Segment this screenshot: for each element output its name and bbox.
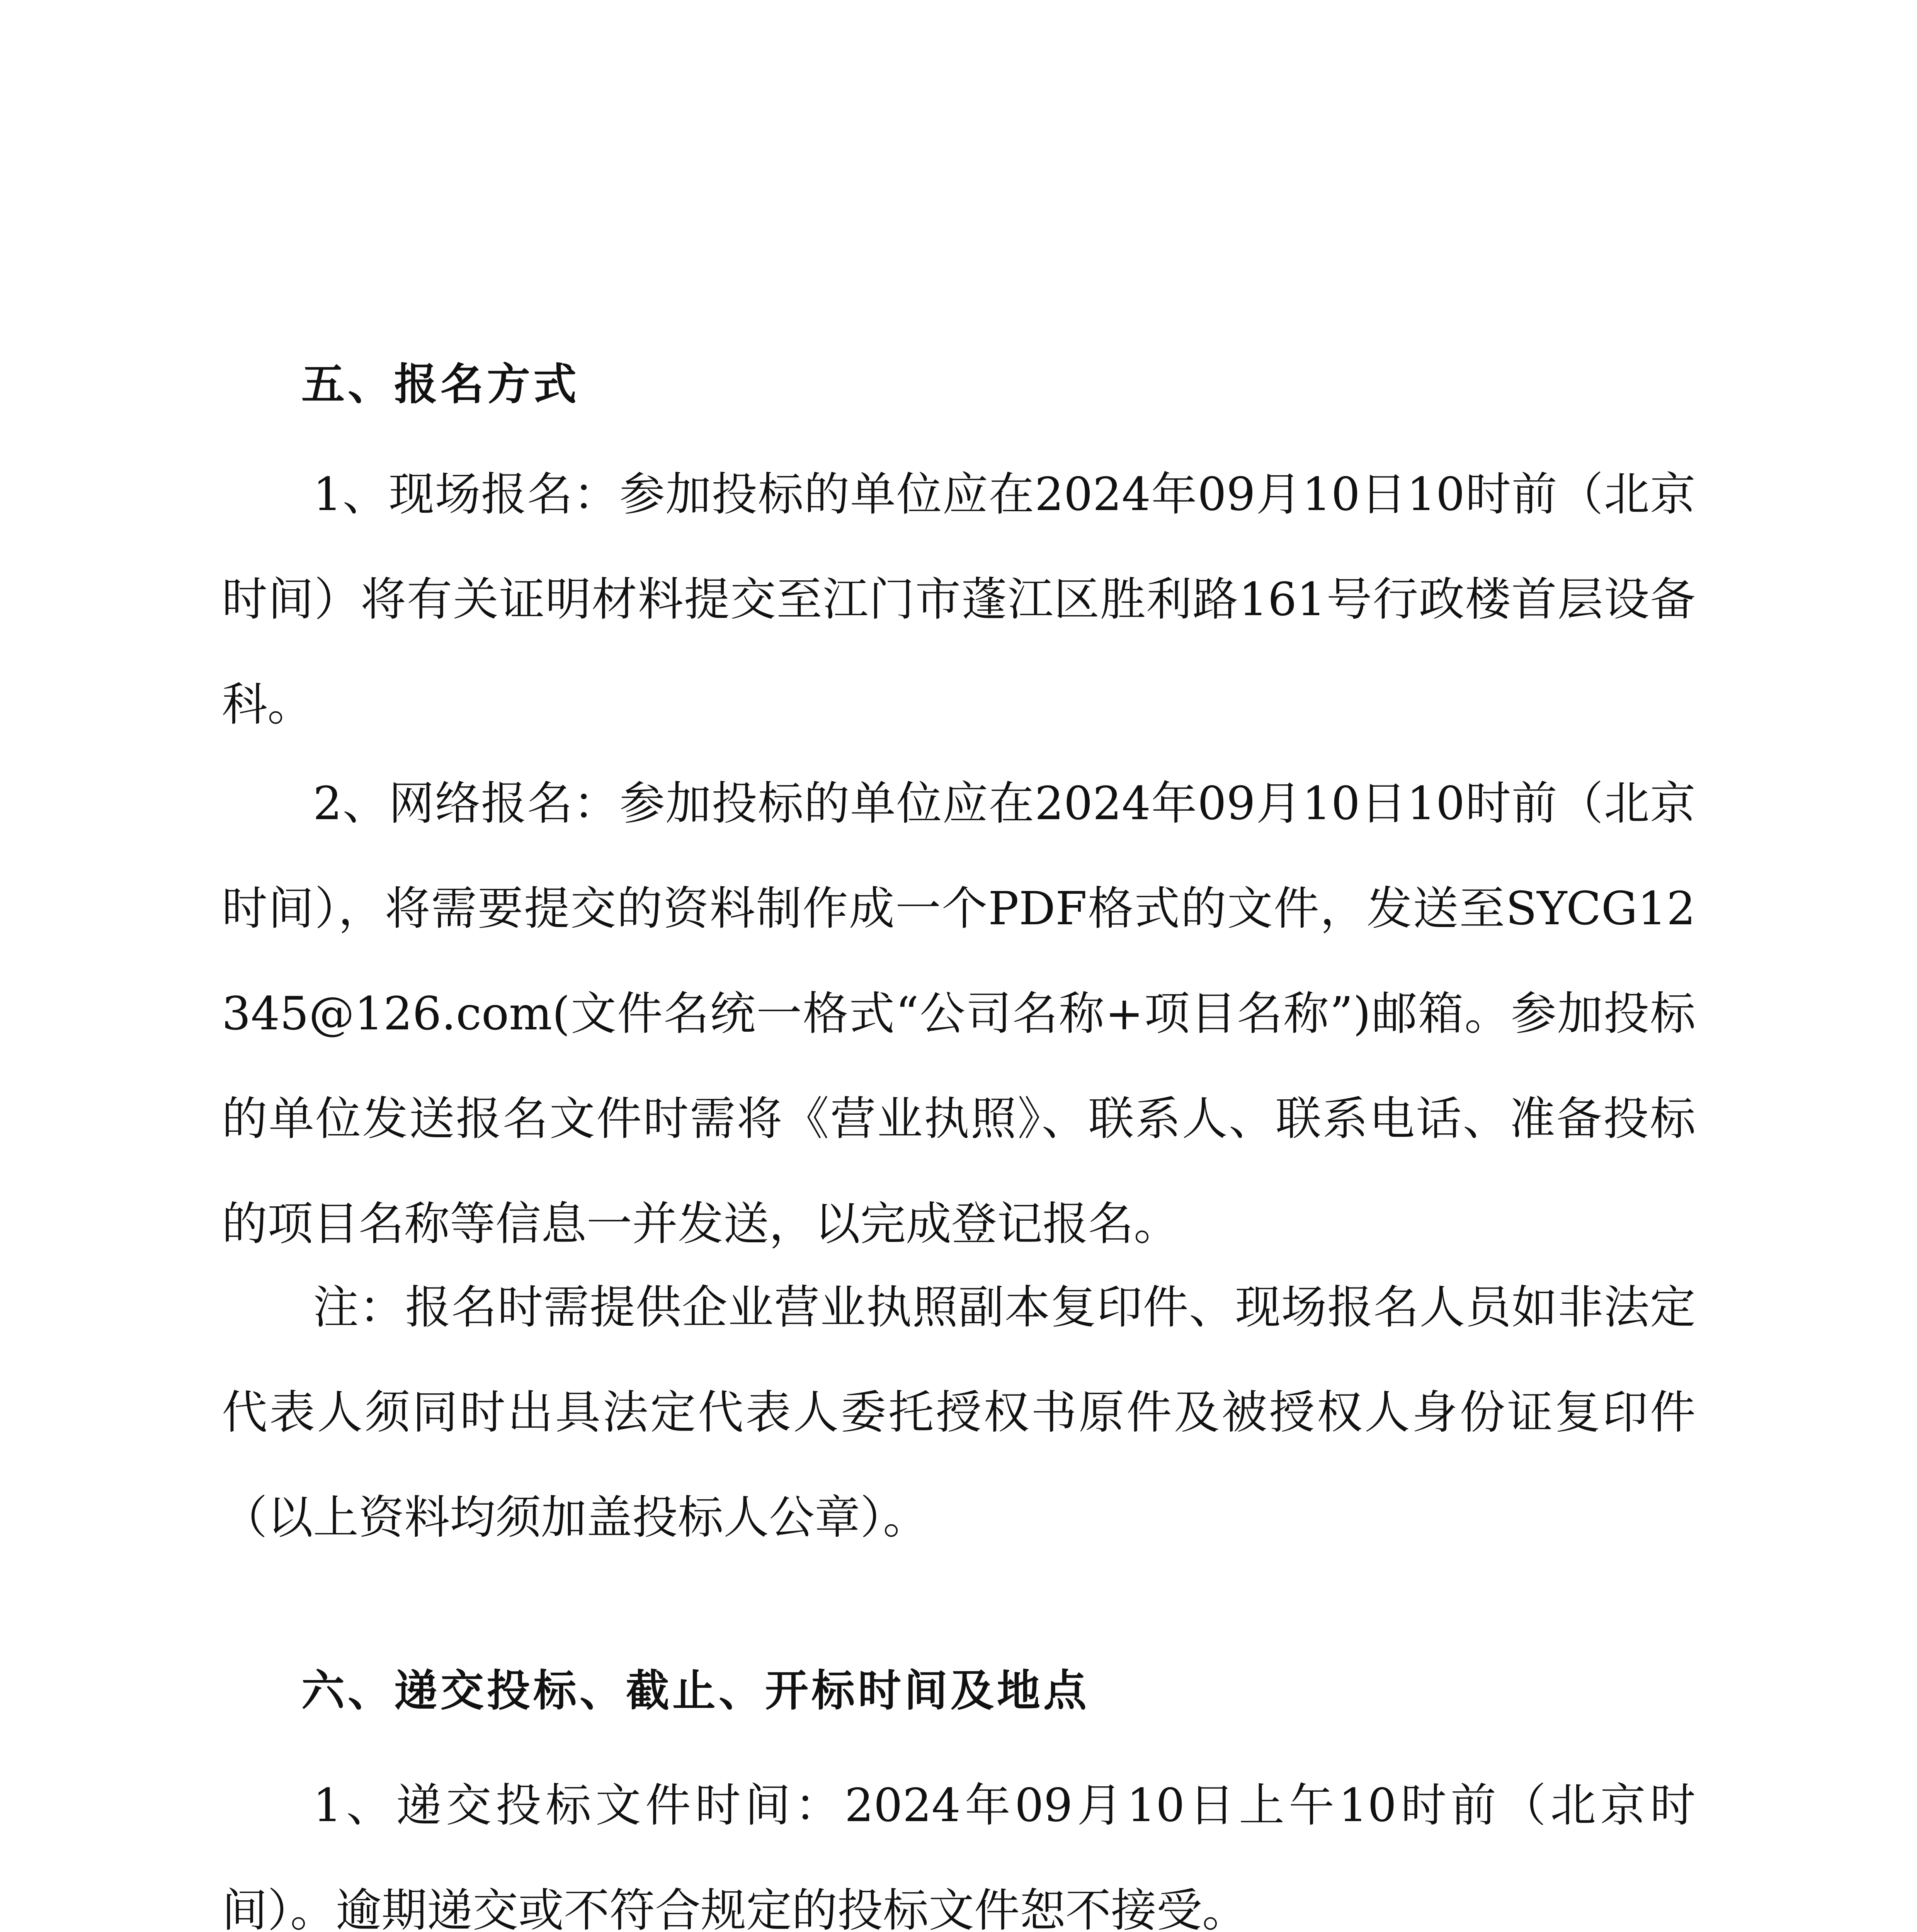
section-5-paragraph-onsite-registration: 1、现场报名：参加投标的单位应在2024年09月10日10时前（北京时间）将有关证明材料提交至江门市蓬江区胜利路161号行政楼首层设备科。	[222, 468, 1696, 731]
section-5-paragraph-online-registration: 2、网络报名：参加投标的单位应在2024年09月10日10时前（北京时间），将需要提交的资料制作成一个PDF格式的文件，发送至SYCG12345@126.com(文件名统一格式“公司名称+项目名称”)邮箱。参加投标的单位发送报名文件时需将《营业执照》、联系人、联系电话、准备投标的项目名称等信息一并发送，以完成登记报名。	[222, 777, 1696, 1250]
section-5-heading: 五、报名方式	[301, 359, 580, 410]
section-6-paragraph-submission-time: 1、递交投标文件时间：2024年09月10日上午10时前（北京时间）。逾期递交或不符合规定的投标文件恕不接受。	[222, 1779, 1696, 1932]
section-6-heading: 六、递交投标、截止、开标时间及地点	[301, 1665, 1090, 1716]
section-5-note: 注：报名时需提供企业营业执照副本复印件、现场报名人员如非法定代表人须同时出具法定代表人委托授权书原件及被授权人身份证复印件（以上资料均须加盖投标人公章）。	[222, 1281, 1696, 1544]
